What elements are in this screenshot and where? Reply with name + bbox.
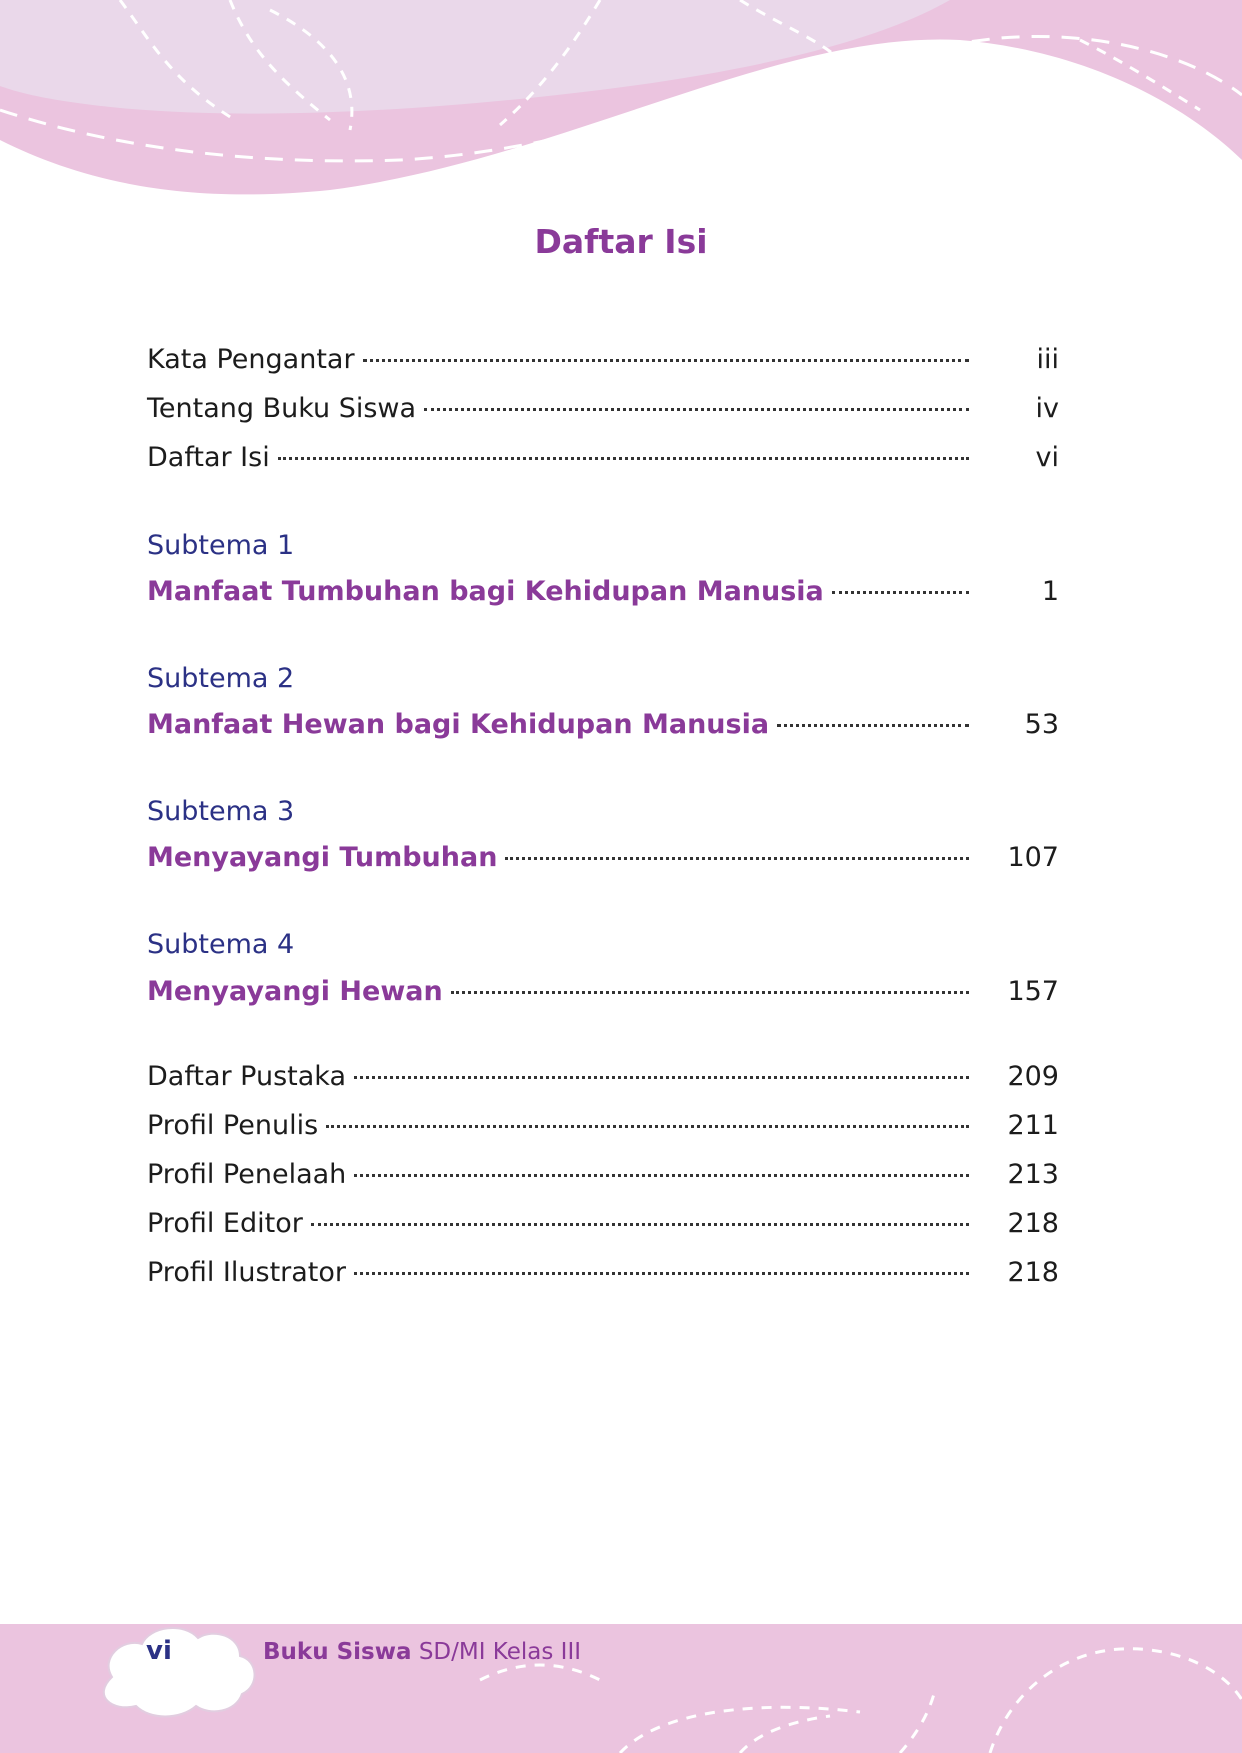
dot-leader: [354, 1272, 969, 1275]
footer-book-title-rest: SD/MI Kelas III: [418, 1639, 582, 1665]
toc-entry-page: iii: [1036, 344, 1059, 375]
dot-leader: [354, 1076, 969, 1079]
subtema-heading: Subtema 1: [147, 530, 295, 561]
toc-entry-page: 218: [1007, 1257, 1059, 1288]
dot-leader: [451, 991, 969, 994]
header-wave-decoration: [0, 0, 1242, 210]
toc-entry-label: Profil Penelaah: [147, 1159, 347, 1190]
toc-entry-subtema-3[interactable]: [147, 842, 1059, 886]
dot-leader: [424, 408, 969, 411]
subtema-heading: Subtema 2: [147, 663, 295, 694]
toc-entry-label: Manfaat Hewan bagi Kehidupan Manusia: [147, 709, 770, 740]
footer-book-title-bold: Buku Siswa: [263, 1639, 412, 1665]
toc-entry-label: Menyayangi Tumbuhan: [147, 842, 498, 873]
toc-entry-profil-penulis[interactable]: [147, 1110, 1059, 1154]
dot-leader: [278, 457, 969, 460]
toc-entry-subtema-2[interactable]: [147, 709, 1059, 753]
toc-entry-profil-ilustrator[interactable]: [147, 1257, 1059, 1301]
toc-entry-tentang-buku-siswa[interactable]: [147, 393, 1059, 437]
dot-leader: [311, 1223, 969, 1226]
dot-leader: [505, 857, 969, 860]
dot-leader: [354, 1174, 969, 1177]
footer-banner-decoration: [0, 1620, 1242, 1753]
toc-entry-profil-editor[interactable]: [147, 1208, 1059, 1252]
toc-entry-label: Manfaat Tumbuhan bagi Kehidupan Manusia: [147, 576, 824, 607]
toc-entry-page: 213: [1007, 1159, 1059, 1190]
toc-entry-label: Daftar Pustaka: [147, 1061, 347, 1092]
toc-entry-label: Menyayangi Hewan: [147, 976, 443, 1007]
toc-entry-subtema-4[interactable]: [147, 976, 1059, 1020]
toc-entry-page: 107: [1007, 842, 1059, 873]
toc-entry-label: Daftar Isi: [147, 442, 270, 473]
toc-entry-profil-penelaah[interactable]: [147, 1159, 1059, 1203]
toc-entry-page: iv: [1035, 393, 1059, 424]
toc-entry-daftar-isi[interactable]: [147, 442, 1059, 486]
footer-book-title: [263, 1639, 581, 1665]
toc-entry-page: 157: [1007, 976, 1059, 1007]
toc-entry-page: 218: [1007, 1208, 1059, 1239]
toc-entry-page: 211: [1007, 1110, 1059, 1141]
dot-leader: [777, 724, 969, 727]
dot-leader: [326, 1125, 969, 1128]
toc-entry-label: Kata Pengantar: [147, 344, 355, 375]
dot-leader: [363, 359, 969, 362]
toc-entry-page: 1: [1041, 576, 1059, 607]
subtema-heading: Subtema 3: [147, 796, 295, 827]
toc-entry-page: vi: [1035, 442, 1059, 473]
toc-entry-label: Tentang Buku Siswa: [147, 393, 417, 424]
subtema-heading: Subtema 4: [147, 929, 295, 960]
toc-entry-page: 53: [1024, 709, 1059, 740]
dot-leader: [832, 591, 969, 594]
toc-entry-kata-pengantar[interactable]: [147, 344, 1059, 388]
toc-entry-label: Profil Penulis: [147, 1110, 319, 1141]
toc-entry-page: 209: [1007, 1061, 1059, 1092]
footer-page-number: vi: [146, 1636, 172, 1666]
toc-entry-label: Profil Editor: [147, 1208, 303, 1239]
toc-entry-label: Profil Ilustrator: [147, 1257, 347, 1288]
toc-entry-daftar-pustaka[interactable]: [147, 1061, 1059, 1105]
page-title: Daftar Isi: [534, 222, 708, 261]
toc-entry-subtema-1[interactable]: [147, 576, 1059, 620]
